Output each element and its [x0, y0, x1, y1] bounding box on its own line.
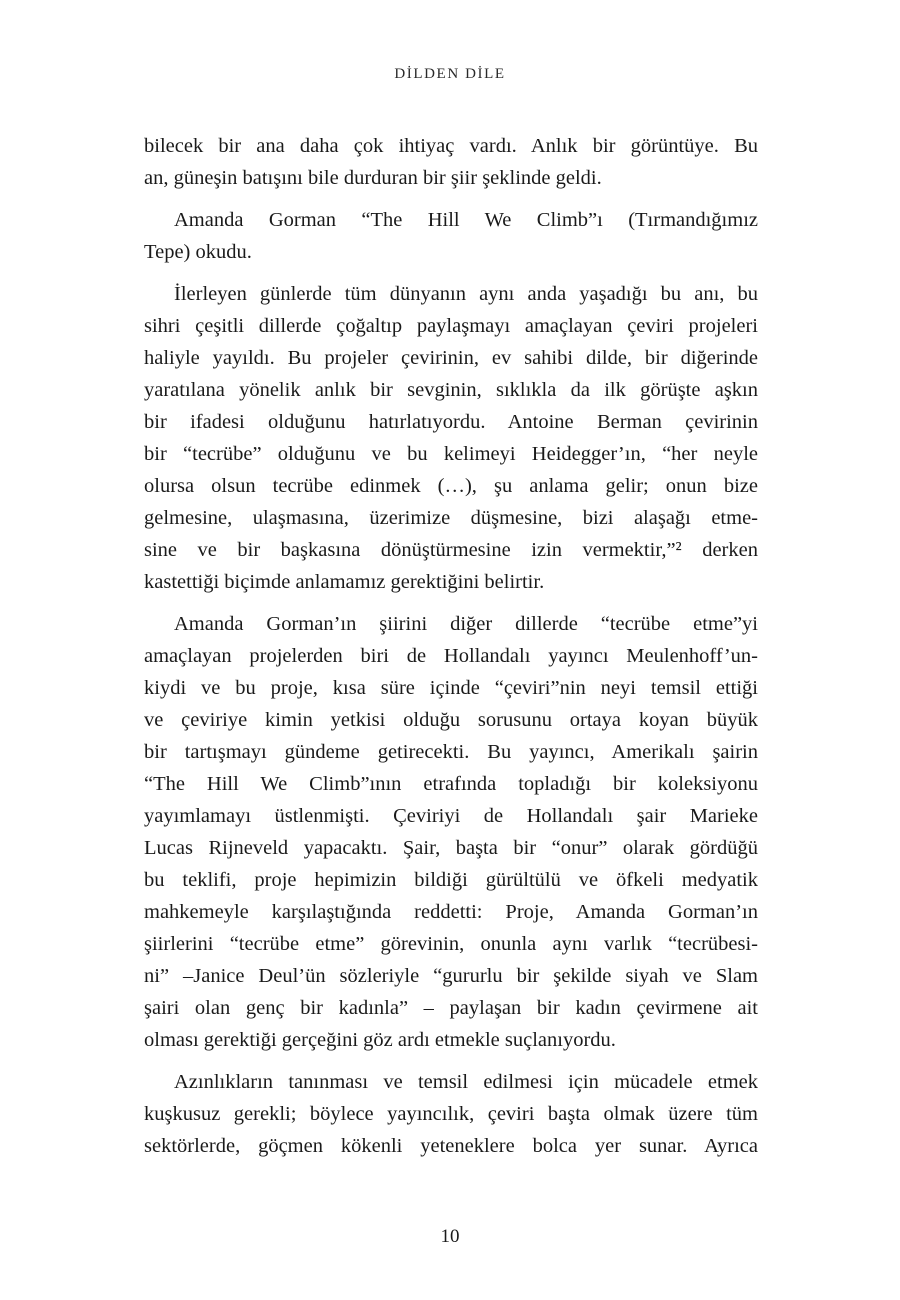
text-line: bu teklifi, proje hepimizin bildiği gürültülü ve öfkeli medyatik — [144, 869, 758, 891]
paragraph-gap — [144, 1056, 758, 1066]
text-line: yaratılana yönelik anlık bir sevginin, sıklıkla da ilk görüşte aşkın — [144, 379, 758, 401]
text-line: bir “tecrübe” olduğunu ve bu kelimeyi Heidegger’ın, “her neyle — [144, 443, 758, 465]
paragraph — [144, 278, 758, 598]
page-number: 10 — [440, 1226, 460, 1247]
text-line: olursa olsun tecrübe edinmek (…), şu anlama gelir; onun bize — [144, 475, 758, 497]
text-line: Amanda Gorman’ın şiirini diğer dillerde “tecrübe etme”yi — [174, 613, 758, 635]
text-line: gelmesine, ulaşmasına, üzerimize düşmesine, bizi alaşağı etme- — [144, 507, 758, 529]
text-line: sektörlerde, göçmen kökenli yeteneklere bolca yer sunar. Ayrıca — [144, 1135, 758, 1157]
paragraph — [144, 1066, 758, 1162]
paragraph-gap — [144, 598, 758, 608]
text-line: mahkemeyle karşılaştığında reddetti: Proje, Amanda Gorman’ın — [144, 901, 758, 923]
paragraph — [144, 204, 758, 268]
text-line: şairi olan genç bir kadınla” – paylaşan bir kadın çevirmene ait — [144, 997, 758, 1019]
text-line: İlerleyen günlerde tüm dünyanın aynı anda yaşadığı bu anı, bu — [174, 283, 758, 305]
text-line: “The Hill We Climb”ının etrafında topladığı bir koleksiyonu — [144, 773, 758, 795]
text-line: ve çeviriye kimin yetkisi olduğu sorusunu ortaya koyan büyük — [144, 709, 758, 731]
text-line: ni” –Janice Deul’ün sözleriyle “gururlu bir şekilde siyah ve Slam — [144, 965, 758, 987]
body-text — [144, 130, 758, 1162]
text-line: kuşkusuz gerekli; böylece yayıncılık, çeviri başta olmak üzere tüm — [144, 1103, 758, 1125]
text-line: sihri çeşitli dillerde çoğaltıp paylaşmayı amaçlayan çeviri projeleri — [144, 315, 758, 337]
text-line: Tepe) okudu. — [144, 241, 252, 263]
paragraph-gap — [144, 268, 758, 278]
text-line: Amanda Gorman “The Hill We Climb”ı (Tırmandığımız — [174, 209, 758, 231]
text-line: amaçlayan projelerden biri de Hollandalı yayıncı Meulenhoff’un- — [144, 645, 758, 667]
text-line: sine ve bir başkasına dönüştürmesine izin vermektir,”² derken — [144, 539, 758, 561]
text-line: olması gerektiği gerçeğini göz ardı etmekle suçlanıyordu. — [144, 1029, 616, 1051]
text-line: kastettiği biçimde anlamamız gerektiğini belirtir. — [144, 571, 545, 593]
text-line: yayımlamayı üstlenmişti. Çeviriyi de Hollandalı şair Marieke — [144, 805, 758, 827]
paragraph — [144, 608, 758, 1056]
text-line: Azınlıkların tanınması ve temsil edilmesi için mücadele etmek — [174, 1071, 758, 1093]
text-line: bilecek bir ana daha çok ihtiyaç vardı. Anlık bir görüntüye. Bu — [144, 135, 758, 157]
text-line: bir tartışmayı gündeme getirecekti. Bu yayıncı, Amerikalı şairin — [144, 741, 758, 763]
text-line: şiirlerini “tecrübe etme” görevinin, onunla aynı varlık “tecrübesi- — [144, 933, 758, 955]
text-line: bir ifadesi olduğunu hatırlatıyordu. Antoine Berman çevirinin — [144, 411, 758, 433]
text-line: Lucas Rijneveld yapacaktı. Şair, başta bir “onur” olarak gördüğü — [144, 837, 758, 859]
paragraph-gap — [144, 194, 758, 204]
text-line: haliyle yayıldı. Bu projeler çevirinin, ev sahibi dilde, bir diğerinde — [144, 347, 758, 369]
text-line: kiydi ve bu proje, kısa süre içinde “çeviri”nin neyi temsil ettiği — [144, 677, 758, 699]
paragraph — [144, 130, 758, 194]
running-head: DİLDEN DİLE — [394, 66, 506, 82]
text-line: an, güneşin batışını bile durduran bir şiir şeklinde geldi. — [144, 167, 602, 189]
